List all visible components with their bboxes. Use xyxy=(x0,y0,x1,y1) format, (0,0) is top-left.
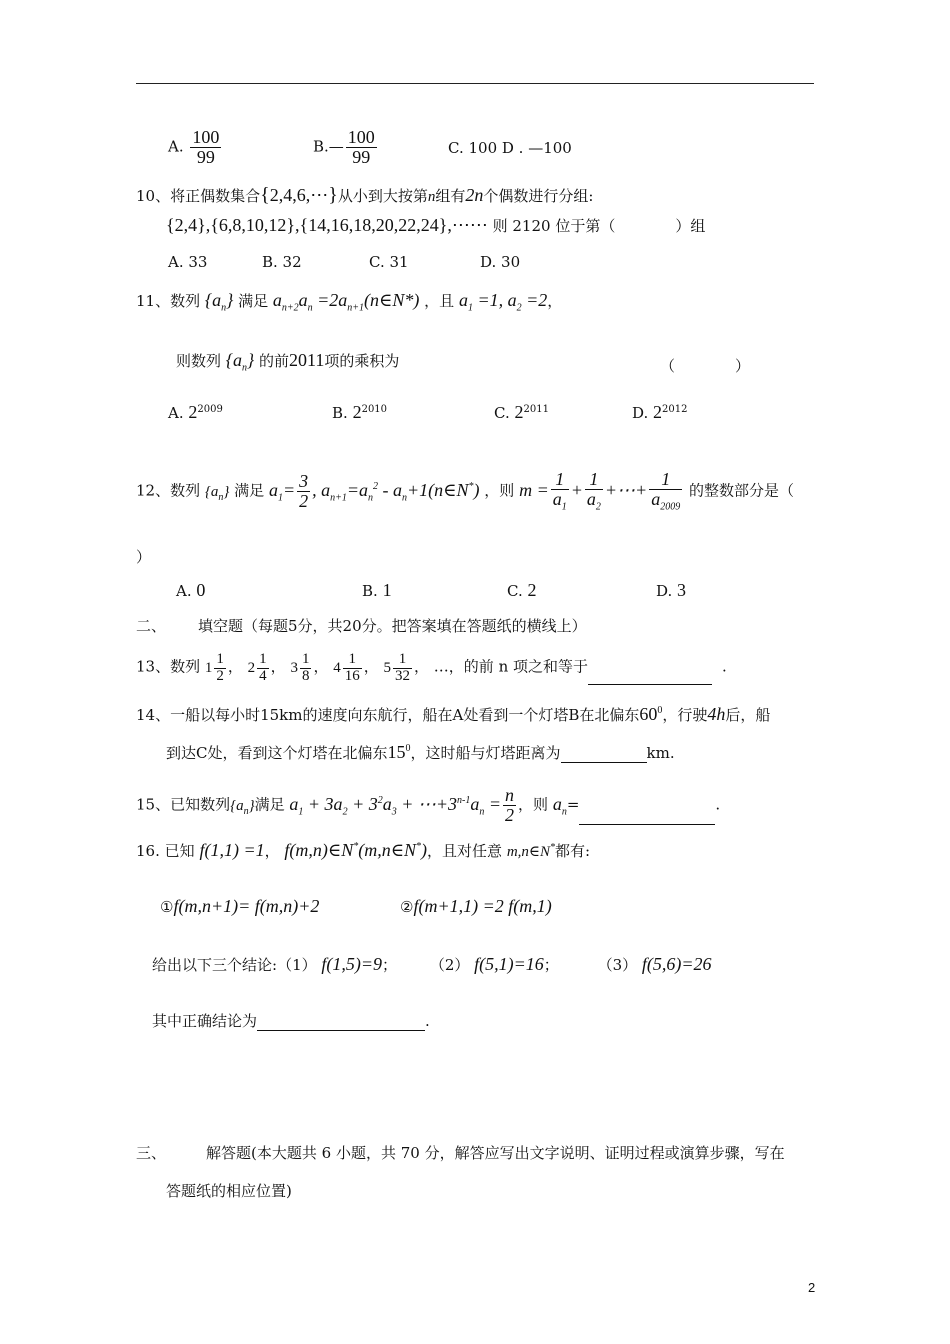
text: . xyxy=(722,657,727,676)
q11-option-c xyxy=(494,402,549,423)
q16-line1 xyxy=(136,840,590,861)
text: 满足 xyxy=(254,795,285,814)
question-number: 15、 xyxy=(136,795,171,814)
fraction: $\frac{1}{4}$ xyxy=(259,651,267,684)
section-title: 填空题（每题5分，共20分。把答案填在答题纸的横线上） xyxy=(198,617,587,635)
q12-close-paren: ） xyxy=(136,548,152,566)
text: 从小到大按第 xyxy=(337,187,428,205)
text: …，的前 n 项之和等于 xyxy=(433,657,588,676)
exponent: 2012 xyxy=(662,404,688,415)
section-3-subtitle: 答题纸的相应位置) xyxy=(166,1182,292,1200)
circled-one: ① xyxy=(160,898,174,916)
label-1: （1） xyxy=(277,956,317,974)
q16-condition-2 xyxy=(400,896,552,917)
q14-line2 xyxy=(166,742,675,763)
option-label: B.— xyxy=(313,137,344,156)
question-number: 14、 xyxy=(136,706,171,724)
number: 2011 xyxy=(289,350,325,370)
option-label: A. xyxy=(176,582,192,600)
q16-conclusions xyxy=(152,954,712,975)
groups: {2,4},{6,8,10,12},{14,16,18,20,22,24},⋯⋯ xyxy=(166,215,488,235)
seq-an: $\{a_n\}$ xyxy=(204,290,234,314)
whole: 1 xyxy=(204,659,213,676)
label-3: （3） xyxy=(597,956,638,974)
text: ）组 xyxy=(675,217,706,235)
text: 一船以每小时15km的速度向东航行，船在A处看到一个灯塔B在北偏东 xyxy=(170,706,640,724)
base: 2 xyxy=(653,402,663,422)
answer-blank[interactable] xyxy=(579,810,715,825)
q15-line: 15、已知数列$\{a_n\}$满足 $a_1 + 3a_2 + 3^2a_3$ + $\cdots+3^{n-1}a_n$ = $\frac{n}{2}$ ，则 $a_n=$ . xyxy=(136,785,721,825)
numerator: 100 xyxy=(192,127,220,147)
q12-option-b xyxy=(362,580,392,601)
a-n: $a_n$ xyxy=(552,793,567,818)
q10-option-d: D. 30 xyxy=(480,253,521,271)
fraction: $\frac{1}{a_1}$ xyxy=(552,469,567,513)
option-value: 2 xyxy=(527,580,537,600)
conclusion-1: f(1,5)=9 xyxy=(321,954,383,974)
brace-close: } xyxy=(328,184,338,206)
fraction xyxy=(346,128,377,167)
q10-option-a: A. 33 xyxy=(168,253,208,271)
answer-paren: （ ） xyxy=(660,357,751,375)
seq-an: $\{a_n\}$ xyxy=(225,350,255,374)
q10-option-b: B. 32 xyxy=(262,253,302,271)
text: 已知数列 xyxy=(170,795,231,814)
fraction: $\frac{1}{32}$ xyxy=(395,651,411,684)
text: ，且 xyxy=(424,292,455,310)
text: 数列 xyxy=(170,481,201,500)
mixed-number xyxy=(247,651,271,684)
range-condition: f(m,n)∈N*(m,n∈N*) xyxy=(284,840,428,860)
section-3-heading xyxy=(136,1142,785,1163)
text: 数列 xyxy=(170,292,201,310)
text: 后，船 xyxy=(725,706,771,724)
fraction: $\frac{1}{a_{2009}}$ xyxy=(651,469,681,513)
option-label: B. xyxy=(332,404,348,422)
answer-blank[interactable] xyxy=(257,1016,425,1031)
option-value: 3 xyxy=(677,580,687,600)
denominator: 99 xyxy=(196,146,215,167)
q9-option-cd: C. 100 D . —100 xyxy=(448,139,572,157)
var-2n: 2n xyxy=(465,185,484,205)
label-2: （2） xyxy=(429,956,470,974)
text: 则数列 xyxy=(176,352,222,370)
equation: f(m+1,1) =2 f(m,1) xyxy=(413,896,552,916)
text: 给出以下三个结论: xyxy=(152,956,278,974)
seq-an: $\{a_n\}$ xyxy=(204,483,230,503)
var-h: 4h xyxy=(707,704,726,724)
answer-blank[interactable] xyxy=(588,670,712,685)
whole: 3 xyxy=(290,659,298,676)
recurrence: $a_{n+2}a_n$ $=2a_{n+1}(n\in N*)$ xyxy=(272,290,420,314)
option-label: A. xyxy=(168,137,184,156)
conclusion-2: f(5,1)=16 xyxy=(474,954,544,974)
section-2-heading xyxy=(136,615,587,636)
base: 2 xyxy=(514,402,524,422)
text: 个偶数进行分组: xyxy=(483,187,594,205)
fraction: $\frac{3}{2}$ xyxy=(299,471,309,511)
whole: 4 xyxy=(333,659,341,676)
condition: $a_1 + 3a_2 + 3^2a_3$ + $\cdots+3^{n-1}a_n$ = $\frac{n}{2}$ xyxy=(289,785,515,825)
question-number: 16. xyxy=(136,842,160,860)
option-label: D. xyxy=(656,582,673,600)
option-value: 0 xyxy=(196,580,206,600)
q11-option-d xyxy=(632,402,688,423)
text: . xyxy=(425,1012,430,1030)
question-number: 13、 xyxy=(136,657,171,676)
sum-m: m = $\frac{1}{a_1}$ + $\frac{1}{a_2}$ +⋯+ $\frac{1}{a_{2009}}$ xyxy=(519,469,681,513)
numerator: 100 xyxy=(347,127,375,147)
whole: 2 xyxy=(247,659,256,676)
section-title: 解答题(本大题共 6 小题，共 70 分，解答应写出文字说明、证明过程或演算步骤，写在 xyxy=(206,1144,785,1162)
var-n: n xyxy=(427,189,436,205)
text: 的整数部分是（ xyxy=(688,481,794,500)
fraction: $\frac{1}{2}$ xyxy=(216,651,224,684)
section-number: 三、 xyxy=(136,1144,167,1162)
question-number: 11、 xyxy=(136,292,171,310)
text: 满足 xyxy=(234,481,265,500)
angle: $15^0$ xyxy=(387,742,411,762)
header-rule xyxy=(136,83,814,84)
text: ； xyxy=(382,956,398,974)
q10-line1 xyxy=(136,184,593,207)
mixed-number xyxy=(204,651,228,684)
q14-line1 xyxy=(136,704,770,725)
recurrence: $a_1=$ $\frac{3}{2}$ , $a_{n+1}=a_n^2$ - $a_n+1(n\in N^*)$ xyxy=(268,471,480,511)
denominator: 99 xyxy=(352,146,371,167)
q11-line2 xyxy=(176,350,399,374)
exponent: 2011 xyxy=(523,404,549,415)
text: km. xyxy=(646,744,675,762)
page-number: 2 xyxy=(808,1280,816,1295)
option-label: B. xyxy=(362,582,378,600)
base: 2 xyxy=(352,402,362,422)
mn-in-n: m,n∈N* xyxy=(506,842,556,860)
text: ，行驶 xyxy=(662,706,708,724)
q12-option-c xyxy=(507,580,537,601)
text: 的前 xyxy=(258,352,289,370)
text: 其中正确结论为 xyxy=(152,1012,258,1030)
text: ，则 xyxy=(484,481,515,500)
conclusion-3: f(5,6)=26 xyxy=(641,954,712,974)
text: 已知 xyxy=(164,842,195,860)
text: 将正偶数集合 xyxy=(170,187,261,205)
text: ，且对任意 xyxy=(427,842,503,860)
q16-condition-1 xyxy=(160,896,319,917)
fraction xyxy=(190,128,221,167)
equation: f(m,n+1)= f(m,n)+2 xyxy=(173,896,320,916)
q9-option-b xyxy=(313,128,379,167)
option-label: D. xyxy=(632,404,649,422)
whole: 5 xyxy=(383,659,392,676)
text: ； xyxy=(543,956,559,974)
q10-line2 xyxy=(166,215,705,236)
q12-line1 xyxy=(136,470,794,513)
q10-option-c: C. 31 xyxy=(369,253,409,271)
q9-option-a xyxy=(168,128,223,167)
answer-blank[interactable] xyxy=(561,748,647,763)
option-value: 1 xyxy=(382,580,392,600)
seq-an: $\{a_n\}$ xyxy=(230,797,255,817)
text: 都有: xyxy=(555,842,591,860)
text: 数列 xyxy=(170,657,201,676)
mixed-number xyxy=(383,651,415,684)
fraction: $\frac{1}{8}$ xyxy=(301,651,310,684)
fraction: $\frac{1}{a_2}$ xyxy=(586,469,601,513)
set: 2,4,6,⋯ xyxy=(269,185,329,205)
angle: $60^0$ xyxy=(639,704,663,724)
fraction: $\frac{1}{16}$ xyxy=(344,651,360,684)
exponent: 2010 xyxy=(361,404,388,415)
text: 满足 xyxy=(238,292,269,310)
text: 到达C处，看到这个灯塔在北偏东 xyxy=(166,744,388,762)
question-number: 10、 xyxy=(136,187,171,205)
text: ，则 xyxy=(518,795,549,814)
given-f11: f(1,1) =1 xyxy=(199,840,265,860)
text: 则 2120 位于第（ xyxy=(492,217,616,235)
text: ，这时船与灯塔距离为 xyxy=(410,744,561,762)
base: 2 xyxy=(188,402,198,422)
text: 项的乘积为 xyxy=(324,352,400,370)
mixed-number xyxy=(333,651,364,684)
q12-option-d xyxy=(656,580,686,601)
q11-option-a xyxy=(168,402,223,423)
circled-two: ② xyxy=(400,898,414,916)
q12-option-a xyxy=(176,580,205,601)
question-number: 12、 xyxy=(136,481,171,500)
section-number: 二、 xyxy=(136,617,167,635)
q13-line: 13、数列 1 $\frac{1}{2}$ ， 2 $\frac{1}{4}$ ， 3 $\frac{1}{8}$ ， 4 $\frac{1}{16}$ ， 5 $\frac{1}{32}$ ， …，的前 n 项之和等于 . xyxy=(136,651,727,684)
initial-values: $a_1 =1$, $a_2 =2$ xyxy=(458,290,548,314)
degree-value: 15 xyxy=(387,742,406,762)
degree-value: 60 xyxy=(639,704,658,724)
text: ， xyxy=(264,842,280,860)
fraction: $\frac{n}{2}$ xyxy=(505,785,515,825)
exponent: 2009 xyxy=(197,404,223,415)
q11-option-b xyxy=(332,402,387,423)
q11-line1: 11、数列 $\{a_n\}$ 满足 $a_{n+2}a_n$ $=2a_{n+1}(n\in N*)$ ，且 $a_1 =1$, $a_2 =2$， xyxy=(136,290,563,314)
brace-open: { xyxy=(260,184,270,206)
mixed-number xyxy=(290,651,313,684)
text: 组有 xyxy=(435,187,466,205)
option-label: C. xyxy=(507,582,523,600)
option-label: A. xyxy=(168,404,184,422)
text: . xyxy=(715,795,721,814)
q16-answer-line xyxy=(152,1010,430,1031)
option-label: C. xyxy=(494,404,510,422)
